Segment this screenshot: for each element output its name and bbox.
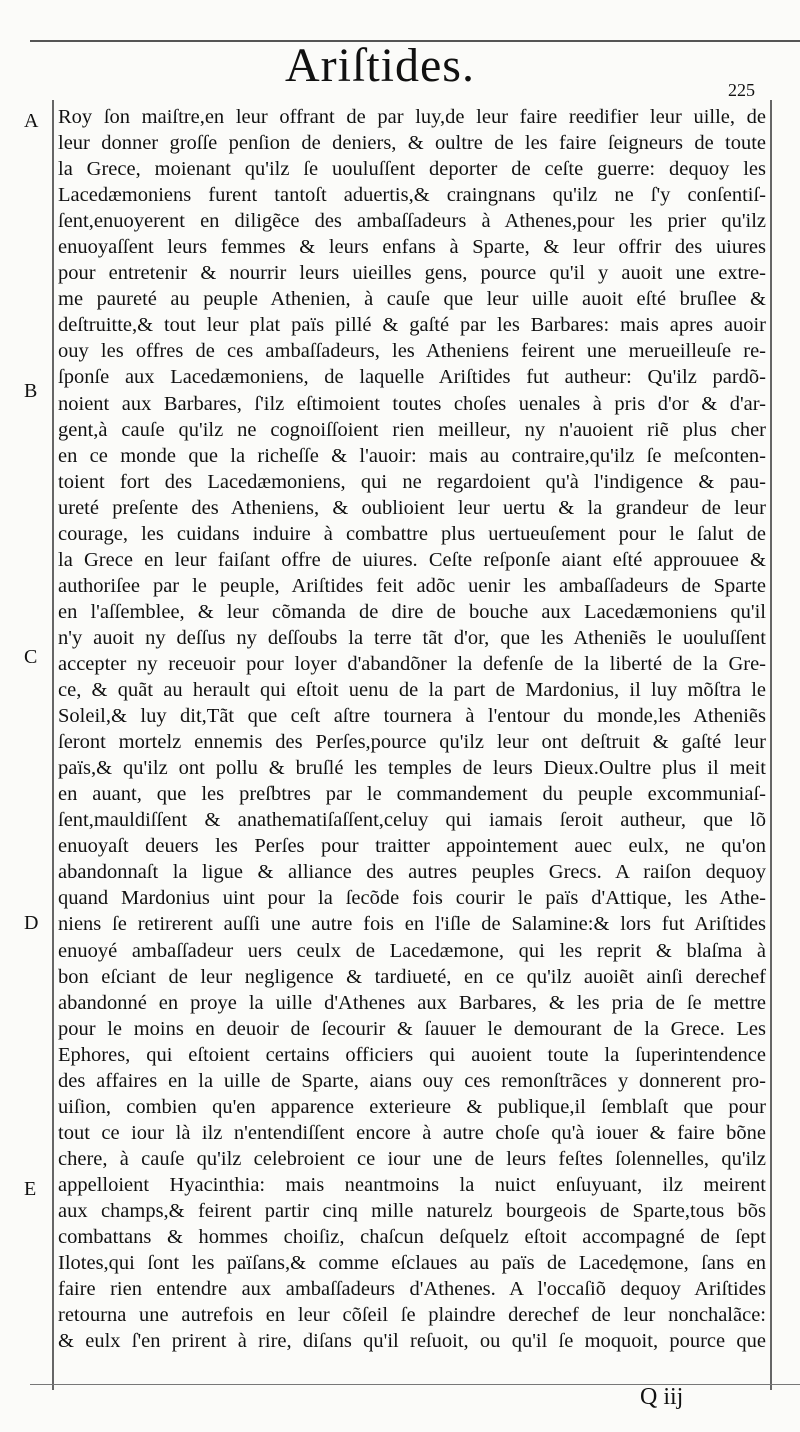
text-line: enuoyaſſent leurs femmes & leurs enfans à Sparte, & leur offrir des uiures: [58, 236, 766, 259]
page-title: Ariſtides.: [285, 39, 475, 92]
text-line: & eulx ſ'en prirent à rire, diſans qu'il reſuoit, ou qu'il ſe moquoit, pource que: [58, 1330, 766, 1353]
text-line: niens ſe retirerent auſſi une autre fois en l'iſle de Salamine:& lors fut Ariſtides: [58, 913, 766, 936]
text-line: leur donner groſſe penſion de deniers, & oultre de les faire ſeigneurs de toute: [58, 132, 766, 155]
margin-letter-a: A: [24, 110, 39, 132]
text-line: chere, à cauſe qu'ilz celebroient ce iour une de leurs feſtes ſolennelles, qu'ilz: [58, 1147, 766, 1170]
body-text: [58, 104, 766, 1354]
text-line: la Grece en leur faiſant offre de uiures. Ceſte reſponſe aiant eſté approuuee &: [58, 548, 766, 571]
text-line: Ilotes,qui ſont les païſans,& comme eſclaues au païs de Lacedęmone, ſans en: [58, 1252, 766, 1275]
text-line: ce, & quãt au herault qui eſtoit uenu de la part de Mardonius, il luy mõſtra le: [58, 679, 766, 702]
margin-letter-b: B: [24, 380, 38, 402]
text-line: en auant, que les preſbtres par le commandement du peuple excommuniaſ-: [58, 783, 766, 806]
text-line: deſtruitte,& tout leur plat païs pillé & gaſté par les Barbares: mais apres auoir: [58, 314, 766, 337]
text-line: me paureté au peuple Athenien, à cauſe que leur uille auoit eſté bruſlee &: [58, 288, 766, 311]
text-line: Roy ſon maiſtre,en leur offrant de par luy,de leur faire reedifier leur uille, de: [58, 106, 766, 128]
text-line: bon eſciant de leur negligence & tardiueté, en ce qu'ilz auoiẽt ainſi derechef: [58, 965, 766, 988]
text-line: la Grece, moienant qu'ilz ſe uouluſſent deporter de ceſte guerre: dequoy les: [58, 158, 766, 181]
text-line: ſent,enuoyerent en diligẽce des ambaſſadeurs à Athenes,pour les prier qu'ilz: [58, 210, 766, 233]
text-line: des affaires en la uille de Sparte, aians ouy ces remonſtrãces y donnerent pro-: [58, 1069, 766, 1092]
text-line: Lacedæmoniens furent tantoſt aduertis,& craingnans qu'ilz ne ſ'y conſentiſ-: [58, 184, 766, 207]
text-line: ouy les offres de ces ambaſſadeurs, les Atheniens feirent une merueilleuſe re-: [58, 340, 766, 363]
text-line: appelloient Hyacinthia: mais neantmoins la nuict enſuyuant, ilz meirent: [58, 1173, 766, 1196]
text-line: en ce monde que la richeſſe & l'auoir: mais au contraire,qu'ilz ſe meſconten-: [58, 444, 766, 467]
text-line: enuoyé ambaſſadeur uers ceulx de Lacedæmone, qui les reprit & blaſma à: [58, 939, 766, 962]
text-line: combattans & hommes choiſiz, chaſcun deſquelz eſtoit accompagné de ſept: [58, 1226, 766, 1249]
text-line: ſeront mortelz ennemis des Perſes,pource qu'ilz leur ont deſtruit & gaſté leur: [58, 731, 766, 754]
signature-mark: Q iij: [640, 1384, 684, 1410]
text-line: ſent,mauldiſſent & anathematiſaſſent,celuy qui iamais ſeroit autheur, que lõ: [58, 809, 766, 832]
text-line: pour le moins en deuoir de ſecourir & ſauuer le demourant de la Grece. Les: [58, 1017, 766, 1040]
text-line: courage, les cuidans induire à combattre plus uertueuſement pour le ſalut de: [58, 522, 766, 545]
page-number: 225: [728, 80, 755, 100]
text-line: faire rien entendre aux ambaſſadeurs d'Athenes. A l'occaſiõ dequoy Ariſtides: [58, 1278, 766, 1301]
margin-letter-e: E: [24, 1178, 37, 1200]
text-line: noient aux Barbares, ſ'ilz eſtimoient toutes choſes uenales à pris d'or & d'ar-: [58, 392, 766, 415]
text-line: abandonné en proye la uille d'Athenes aux Barbares, & les pria de ſe mettre: [58, 991, 766, 1014]
text-line: ſponſe aux Lacedæmoniens, de laquelle Ariſtides fut autheur: Qu'ilz pardõ-: [58, 366, 766, 389]
left-margin-rule: [52, 100, 54, 1390]
text-line: uiſion, combien qu'en apparence exterieure & publique,il ſemblaſt que pour: [58, 1095, 766, 1118]
text-line: gent,à cauſe qu'ilz ne cognoiſſoient rien meilleur, ny n'auoient riẽ plus cher: [58, 418, 766, 441]
text-line: Ephores, qui eſtoient certains officiers qui auoient toute la ſuperintendence: [58, 1043, 766, 1066]
text-line: enuoyaſt deuers les Perſes pour traitter appointement auec eulx, ne qu'on: [58, 835, 766, 858]
text-line: authoriſee par le peuple, Ariſtides feit adõc uenir les ambaſſadeurs de Sparte: [58, 574, 766, 597]
text-line: n'y auoit ny deſſus ny deſſoubs la terre tãt d'or, que les Atheniẽs le uouluſſent: [58, 626, 766, 649]
margin-letter-c: C: [24, 646, 38, 668]
text-line: ureté preſente des Atheniens, & oublioient leur uertu & la grandeur de leur: [58, 496, 766, 519]
text-line: aux champs,& feirent partir cinq mille naturelz bourgeois de Sparte,tous bõs: [58, 1199, 766, 1222]
text-line: toient fort des Lacedæmoniens, qui ne regardoient qu'à l'indigence & pau-: [58, 470, 766, 493]
right-margin-rule: [770, 100, 772, 1390]
text-line: accepter ny receuoir pour loyer d'abandõner la defenſe de la liberté de la Gre-: [58, 652, 766, 675]
text-line: païs,& qu'ilz ont pollu & bruſlé les temples de leurs Dieux.Oultre plus il meit: [58, 757, 766, 780]
text-line: quand Mardonius uint pour la ſecõde fois courir le païs d'Attique, les Athe-: [58, 887, 766, 910]
text-line: en l'aſſemblee, & leur cõmanda de dire de bouche aux Lacedæmoniens qu'il: [58, 600, 766, 623]
text-line: pour entretenir & nourrir leurs uieilles gens, pource qu'il y auoit une extre-: [58, 262, 766, 285]
text-line: tout ce iour là ilz n'entendiſſent encore à autre choſe qu'à iouer & faire bõne: [58, 1121, 766, 1144]
text-line: abandonnaſt la ligue & alliance des autres peuples Grecs. A raiſon dequoy: [58, 861, 766, 884]
text-line: Soleil,& luy dit,Tãt que ceſt aſtre tournera à l'entour du monde,les Atheniẽs: [58, 705, 766, 728]
text-line: retourna une autrefois en leur cõſeil ſe plaindre derechef de leur nonchalãce:: [58, 1304, 766, 1327]
bottom-rule: [30, 1384, 800, 1385]
margin-letter-d: D: [24, 912, 39, 934]
